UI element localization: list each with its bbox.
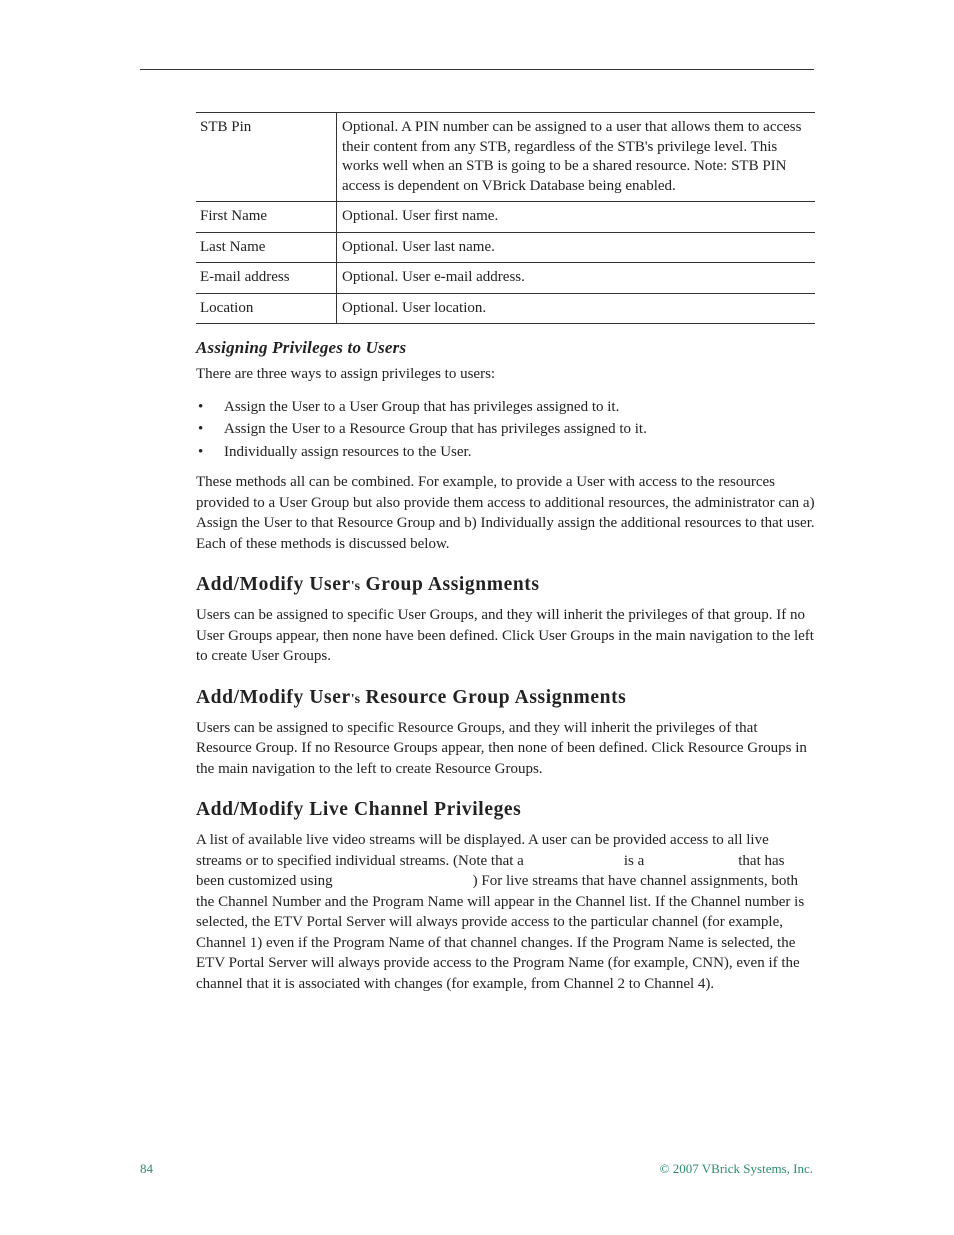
list-item: • Assign the User to a User Group that has privileges assigned to it. [196,396,815,419]
heading-apostrophe: 's [350,579,361,594]
field-name: Location [196,293,337,324]
list-item: • Individually assign resources to the User. [196,441,815,464]
heading-part: Add/Modify User [196,574,351,595]
table-row [196,202,815,233]
methods-combined-paragraph: These methods all can be combined. For example, to provide a User with access to the resources provided to a User Group but also provide them access to additional resources, the administrator can a) Assign the User to that Resource Group and b) Individually assign the additional resources to that user. Each of these methods is discussed below. [196,474,815,552]
header-rule [140,69,814,70]
assigning-intro: There are three ways to assign privileges to users: [196,366,496,382]
group-assignments-heading [196,574,815,596]
heading-part: Group Assignments [360,574,540,595]
table-row [196,293,815,324]
field-name: STB Pin [196,113,337,202]
table-row [196,113,815,202]
live-channel-paragraph [196,830,815,994]
text-run: is a [623,852,645,869]
page-content [196,112,815,1005]
assigning-privileges-heading: Assigning Privileges to Users [196,338,407,357]
heading-part: Add/Modify User [196,686,351,708]
text-run: ) For live streams that have channel assignments, both the Channel Number and the Program Name will appear in the Channel list. If the Channel number is selected, the ETV Portal Server will always provide access to the particular channel (for example, Channel 1) even if the Program Name of that channel changes. If the Program Name is selected, the ETV Portal Server will always provide access to the Program Name (for example, CNN), even if the channel that it is associated with changes (for example, from Channel 2 to Channel 4). [196,873,805,992]
list-item: • Assign the User to a Resource Group that has privileges assigned to it. [196,418,815,441]
assignment-methods-list [196,396,815,464]
field-description: Optional. A PIN number can be assigned to a user that allows them to access their content from any STB, regardless of the STB's privilege level. This works well when an STB is going to be a shared resource. Note: STB PIN access is dependent on VBrick Database being enabled. [337,113,816,202]
field-description: Optional. User e-mail address. [337,263,816,294]
table-row [196,232,815,263]
resource-group-assignments-paragraph: Users can be assigned to specific Resource Groups, and they will inherit the privileges of that Resource Group. If no Resource Groups appear, then none of been defined. Click Resource Groups in the main navigation to the left to create Resource Groups. [196,719,807,777]
table-row [196,263,815,294]
page-number: 84 [140,1161,153,1176]
field-name: E-mail address [196,263,337,294]
heading-apostrophe: 's [350,691,361,707]
text-run: A list of available live video streams will be displayed. A user can be provided access to all live streams or to specified individual streams. (Note that a [196,832,769,869]
resource-group-assignments-heading [196,687,815,709]
field-name: Last Name [196,232,337,263]
field-description: Optional. User location. [337,293,816,324]
text-run: that has been customized using [196,852,785,889]
user-fields-table [196,112,815,324]
copyright-notice: © 2007 VBrick Systems, Inc. [659,1161,813,1176]
live-channel-privileges-heading: Add/Modify Live Channel Privileges [196,799,522,820]
field-description: Optional. User last name. [337,232,816,263]
field-name: First Name [196,202,337,233]
heading-part: Resource Group Assignments [360,686,627,708]
group-assignments-paragraph: Users can be assigned to specific User Groups, and they will inherit the privileges of that group. If no User Groups appear, then none have been defined. Click User Groups in the main navigation to the left to create User Groups. [196,607,814,664]
field-description: Optional. User first name. [337,202,816,233]
